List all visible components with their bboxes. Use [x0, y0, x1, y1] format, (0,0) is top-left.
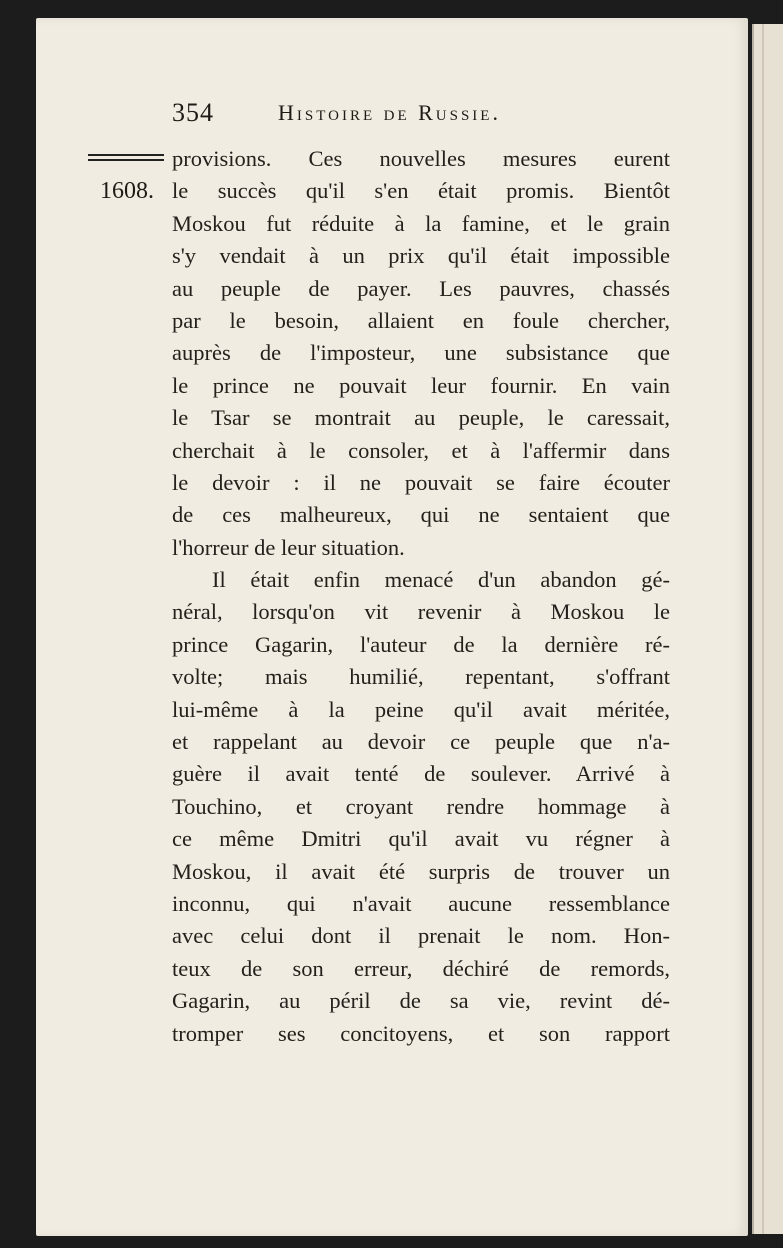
text-line: par le besoin, allaient en foule chercher, — [172, 307, 670, 333]
text-line: néral, lorsqu'on vit revenir à Moskou le — [172, 599, 670, 625]
text-line: ce même Dmitri qu'il avait vu régner à — [172, 826, 670, 852]
text-line: Gagarin, au péril de sa vie, revint dé- — [172, 988, 670, 1014]
text-line: le devoir : il ne pouvait se faire écouter — [172, 469, 670, 495]
text-line: lui-même à la peine qu'il avait méritée, — [172, 696, 670, 722]
text-line: guère il avait tenté de soulever. Arrivé à — [172, 761, 670, 787]
text-line: et rappelant au devoir ce peuple que n'a- — [172, 729, 670, 755]
text-line: de ces malheureux, qui ne sentaient que — [172, 502, 670, 528]
text-line: l'horreur de leur situation. — [172, 534, 405, 560]
text-line: prince Gagarin, l'auteur de la dernière ré- — [172, 631, 670, 657]
margin-year: 1608. — [100, 178, 154, 204]
text-line: cherchait à le consoler, et à l'affermir dans — [172, 437, 670, 463]
next-page-edge — [752, 24, 783, 1234]
text-line: volte; mais humilié, repentant, s'offrant — [172, 664, 670, 690]
section-rule — [88, 154, 164, 161]
text-line: le succès qu'il s'en était promis. Bientôt — [172, 178, 670, 204]
text-line: s'y vendait à un prix qu'il était impossible — [172, 243, 670, 269]
text-line: teux de son erreur, déchiré de remords, — [172, 955, 670, 981]
text-line: au peuple de payer. Les pauvres, chassés — [172, 275, 670, 301]
page-number: 354 — [172, 98, 214, 127]
text-line: tromper ses concitoyens, et son rapport — [172, 1020, 670, 1046]
text-line: Moskou fut réduite à la famine, et le grain — [172, 210, 670, 236]
running-head: Histoire de Russie. — [278, 100, 501, 125]
text-line: auprès de l'imposteur, une subsistance que — [172, 340, 670, 366]
body-text — [172, 143, 670, 1050]
text-line: avec celui dont il prenait le nom. Hon- — [172, 923, 670, 949]
text-line: Touchino, et croyant rendre hommage à — [172, 793, 670, 819]
text-line: le prince ne pouvait leur fournir. En vain — [172, 372, 670, 398]
text-line: Il était enfin menacé d'un abandon gé- — [212, 567, 670, 593]
text-line: le Tsar se montrait au peuple, le caressait, — [172, 405, 670, 431]
text-line: Moskou, il avait été surpris de trouver un — [172, 858, 670, 884]
text-line: provisions. Ces nouvelles mesures eurent — [172, 146, 670, 171]
text-line: inconnu, qui n'avait aucune ressemblance — [172, 890, 670, 916]
